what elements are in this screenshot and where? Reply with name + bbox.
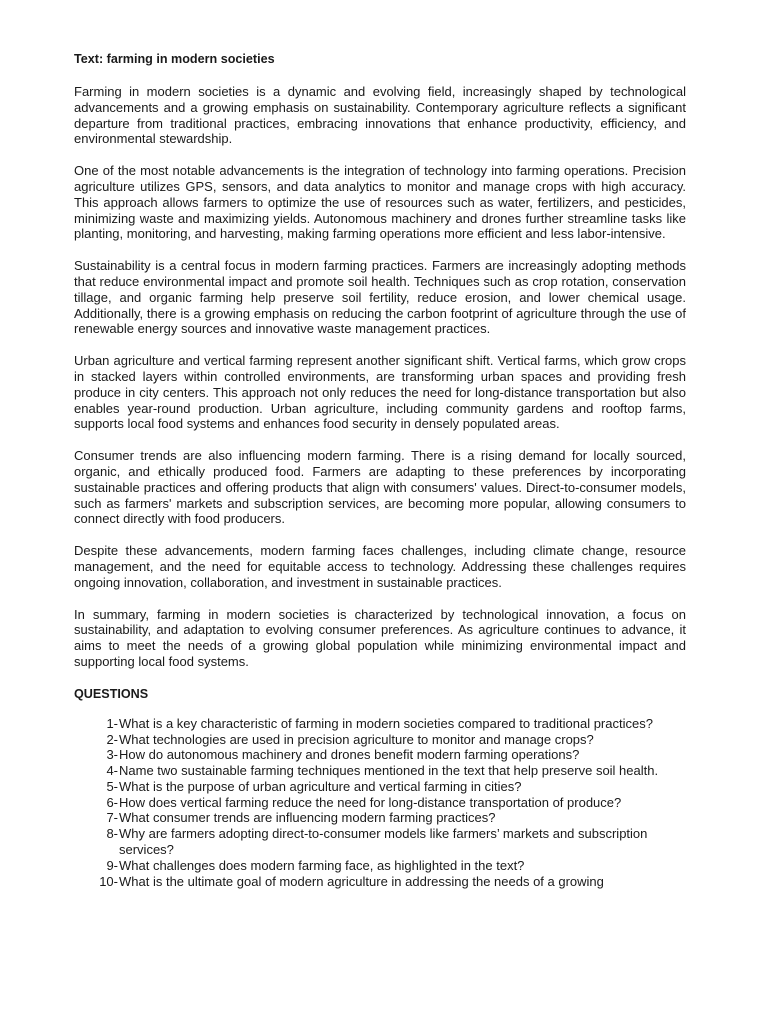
question-item: [74, 732, 686, 748]
question-item: [74, 716, 686, 732]
question-number: 2-: [106, 731, 118, 747]
question-item: [74, 874, 686, 890]
question-number: 7-: [106, 810, 118, 826]
question-number: 3-: [106, 747, 118, 763]
paragraph-technology: One of the most notable advancements is the integration of technology into farming operations. Precision agriculture utilizes GPS, sensors, and data analytics to monitor and manage crops with high accuracy. This approach allows farmers to optimize the use of resources such as water, fertilizers, and pesticides, minimizing waste and maximizing yields. Autonomous machinery and drones further streamline tasks like planting, monitoring, and harvesting, making farming operations more efficient and less labor-intensive.: [74, 163, 686, 242]
questions-list: [74, 716, 686, 890]
paragraph-consumer-trends: Consumer trends are also influencing modern farming. There is a rising demand for locally sourced, organic, and ethically produced food. Farmers are adapting to these preferences by incorporating sustainable practices and offering products that align with consumers' values. Direct-to-consumer models, such as farmers' markets and subscription services, are becoming more popular, allowing consumers to connect directly with food producers.: [74, 448, 686, 527]
question-number: 10-: [99, 873, 118, 889]
question-number: 9-: [106, 857, 118, 873]
paragraph-urban-agriculture: Urban agriculture and vertical farming represent another significant shift. Vertical farms, which grow crops in stacked layers within controlled environments, are transforming urban spaces and providing fresh produce in city centers. This approach not only reduces the need for long-distance transportation but also enables year-round production. Urban agriculture, including community gardens and rooftop farms, supports local food systems and enhances food security in densely populated areas.: [74, 353, 686, 432]
question-text: What consumer trends are influencing modern farming practices?: [119, 810, 496, 826]
question-item: [74, 747, 686, 763]
question-text: Name two sustainable farming techniques mentioned in the text that help preserve soil health.: [119, 763, 659, 779]
question-number: 1-: [106, 715, 118, 731]
question-text: What is the purpose of urban agriculture and vertical farming in cities?: [119, 778, 522, 794]
paragraph-challenges: Despite these advancements, modern farming faces challenges, including climate change, resource management, and the need for equitable access to technology. Addressing these challenges requires ongoing innovation, collaboration, and investment in sustainable practices.: [74, 543, 686, 590]
question-item: [74, 810, 686, 826]
question-item: [74, 858, 686, 874]
question-text: How do autonomous machinery and drones benefit modern farming operations?: [119, 747, 580, 763]
document-title: Text: farming in modern societies: [74, 52, 275, 66]
paragraph-sustainability: Sustainability is a central focus in modern farming practices. Farmers are increasingly adopting methods that reduce environmental impact and promote soil health. Techniques such as crop rotation, conservation tillage, and organic farming help preserve soil fertility, reduce erosion, and lower chemical usage. Additionally, there is a growing emphasis on reducing the carbon footprint of agriculture through the use of renewable energy sources and innovative waste management practices.: [74, 258, 686, 337]
question-number: 8-: [106, 826, 118, 842]
question-item: [74, 779, 686, 795]
question-text: Why are farmers adopting direct-to-consumer models like farmers’ markets and subscription services?: [119, 826, 648, 858]
question-number: 5-: [106, 778, 118, 794]
questions-heading: QUESTIONS: [74, 686, 149, 701]
question-item: [74, 826, 686, 858]
question-item: [74, 795, 686, 811]
paragraph-summary: In summary, farming in modern societies is characterized by technological innovation, a focus on sustainability, and adaptation to evolving consumer preferences. As agriculture continues to advance, it aims to meet the needs of a growing global population while minimizing environmental impact and supporting local food systems.: [74, 606, 686, 669]
paragraph-intro: Farming in modern societies is a dynamic and evolving field, increasingly shaped by technological advancements and a growing emphasis on sustainability. Contemporary agriculture reflects a significant departure from traditional practices, embracing innovations that enhance productivity, efficiency, and environmental stewardship.: [74, 84, 686, 147]
question-text: What technologies are used in precision agriculture to monitor and manage crops?: [119, 731, 594, 747]
question-item: [74, 763, 686, 779]
question-text: What is the ultimate goal of modern agriculture in addressing the needs of a growing: [119, 873, 604, 889]
question-number: 4-: [106, 763, 118, 779]
question-text: What challenges does modern farming face, as highlighted in the text?: [119, 857, 525, 873]
question-text: What is a key characteristic of farming in modern societies compared to traditional practices?: [119, 715, 653, 731]
question-number: 6-: [106, 794, 118, 810]
question-text: How does vertical farming reduce the need for long-distance transportation of produce?: [119, 794, 622, 810]
